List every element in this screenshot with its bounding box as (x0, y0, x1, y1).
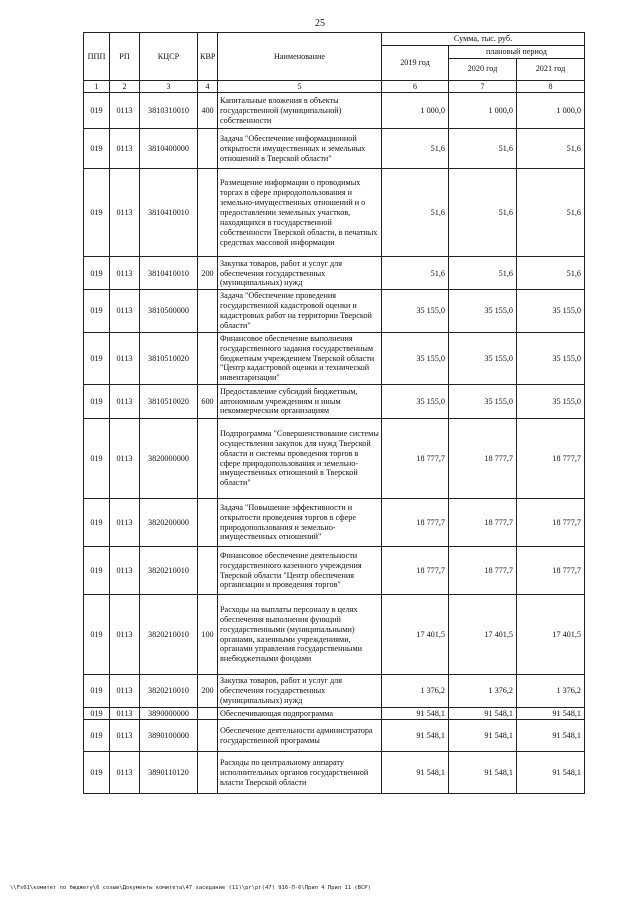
cell-kcsr: 3810510020 (140, 332, 198, 384)
col-number: 6 (382, 80, 449, 93)
cell-rp: 0113 (110, 595, 140, 675)
cell-v2021: 18 777,7 (517, 547, 585, 595)
cell-v2021: 91 548,1 (517, 752, 585, 794)
cell-ppp: 019 (84, 547, 110, 595)
cell-rp: 0113 (110, 169, 140, 257)
cell-v2019: 91 548,1 (382, 752, 449, 794)
cell-name: Обеспечивающая подпрограмма (218, 707, 382, 720)
cell-v2021: 91 548,1 (517, 707, 585, 720)
table-row (84, 290, 585, 332)
cell-v2019: 35 155,0 (382, 290, 449, 332)
col-number: 5 (218, 80, 382, 93)
cell-kvr (198, 290, 218, 332)
cell-ppp: 019 (84, 332, 110, 384)
cell-kcsr: 3820210010 (140, 547, 198, 595)
cell-v2020: 91 548,1 (449, 707, 517, 720)
table-row (84, 332, 585, 384)
header-sum: Сумма, тыс. руб. (382, 33, 585, 46)
cell-v2021: 91 548,1 (517, 720, 585, 752)
header-plan-period: плановый период (449, 46, 585, 59)
header-kvr: КВР (198, 33, 218, 81)
cell-v2021: 35 155,0 (517, 290, 585, 332)
cell-v2019: 51,6 (382, 169, 449, 257)
cell-v2020: 18 777,7 (449, 419, 517, 499)
cell-rp: 0113 (110, 129, 140, 169)
table-row (84, 169, 585, 257)
cell-v2021: 51,6 (517, 257, 585, 290)
cell-name: Размещение информации о проводимых торгах в сфере природопользования и земельно-имущественных отношений и о предоставлении земельных участков, находящихся в государственной собственности Тверской области, в печатных средствах массовой информации (218, 169, 382, 257)
cell-name: Капитальные вложения в объекты государственной (муниципальной) собственности (218, 93, 382, 129)
col-number: 3 (140, 80, 198, 93)
cell-v2020: 51,6 (449, 257, 517, 290)
cell-kvr: 200 (198, 257, 218, 290)
header-kcsr: КЦСР (140, 33, 198, 81)
cell-ppp: 019 (84, 257, 110, 290)
cell-v2019: 91 548,1 (382, 707, 449, 720)
cell-v2019: 1 000,0 (382, 93, 449, 129)
cell-v2019: 18 777,7 (382, 499, 449, 547)
cell-v2020: 35 155,0 (449, 290, 517, 332)
cell-v2019: 18 777,7 (382, 419, 449, 499)
file-path-footer: \\Fs01\комитет по бюджету\6 созыв\Документы комитета\47 заседание (11)\рг\рг(47) 916-П-6\Прил 4 Прил 11 (ВСР) (10, 885, 371, 891)
header-rp: РП (110, 33, 140, 81)
col-number: 4 (198, 80, 218, 93)
cell-v2021: 1 000,0 (517, 93, 585, 129)
table-row (84, 499, 585, 547)
cell-name: Закупка товаров, работ и услуг для обеспечения государственных (муниципальных) нужд (218, 675, 382, 708)
cell-v2019: 35 155,0 (382, 332, 449, 384)
cell-kcsr: 3820000000 (140, 419, 198, 499)
col-number: 2 (110, 80, 140, 93)
cell-kcsr: 3810500000 (140, 290, 198, 332)
page-number: 25 (315, 18, 325, 29)
cell-v2021: 18 777,7 (517, 499, 585, 547)
cell-kcsr: 3890110120 (140, 752, 198, 794)
cell-v2019: 18 777,7 (382, 547, 449, 595)
cell-name: Финансовое обеспечение выполнения государственного задания государственным бюджетным учреждением Тверской области "Центр кадастровой оценки и технической инвентаризации" (218, 332, 382, 384)
cell-name: Расходы на выплаты персоналу в целях обеспечения выполнения функций государственными (муниципальными) органами, казенными учреждениями, органами управления государственными внебюджетными фондами (218, 595, 382, 675)
cell-rp: 0113 (110, 547, 140, 595)
cell-v2020: 18 777,7 (449, 547, 517, 595)
cell-kvr: 200 (198, 675, 218, 708)
header-2019: 2019 год (382, 46, 449, 81)
cell-rp: 0113 (110, 257, 140, 290)
cell-v2021: 35 155,0 (517, 385, 585, 419)
cell-kcsr: 3890000000 (140, 707, 198, 720)
cell-ppp: 019 (84, 169, 110, 257)
cell-rp: 0113 (110, 752, 140, 794)
cell-v2019: 51,6 (382, 257, 449, 290)
cell-ppp: 019 (84, 720, 110, 752)
cell-kcsr: 3810410010 (140, 169, 198, 257)
cell-rp: 0113 (110, 499, 140, 547)
cell-kvr (198, 419, 218, 499)
table-row (84, 720, 585, 752)
cell-v2020: 1 000,0 (449, 93, 517, 129)
cell-kvr (198, 547, 218, 595)
table-row (84, 547, 585, 595)
cell-v2020: 91 548,1 (449, 752, 517, 794)
col-number: 7 (449, 80, 517, 93)
cell-ppp: 019 (84, 419, 110, 499)
cell-v2020: 91 548,1 (449, 720, 517, 752)
table-row (84, 595, 585, 675)
cell-ppp: 019 (84, 385, 110, 419)
cell-kvr: 100 (198, 595, 218, 675)
cell-kcsr: 3890100000 (140, 720, 198, 752)
table-row (84, 385, 585, 419)
cell-kcsr: 3810510020 (140, 385, 198, 419)
cell-kvr (198, 169, 218, 257)
cell-kvr (198, 707, 218, 720)
cell-ppp: 019 (84, 129, 110, 169)
cell-kcsr: 3820210010 (140, 595, 198, 675)
cell-v2021: 18 777,7 (517, 419, 585, 499)
cell-name: Обеспечение деятельности администратора государственной программы (218, 720, 382, 752)
cell-ppp: 019 (84, 595, 110, 675)
cell-v2019: 17 401,5 (382, 595, 449, 675)
cell-v2021: 35 155,0 (517, 332, 585, 384)
cell-rp: 0113 (110, 93, 140, 129)
cell-v2021: 51,6 (517, 129, 585, 169)
cell-v2020: 17 401,5 (449, 595, 517, 675)
cell-v2020: 35 155,0 (449, 332, 517, 384)
header-2020: 2020 год (449, 58, 517, 80)
col-number: 8 (517, 80, 585, 93)
cell-rp: 0113 (110, 385, 140, 419)
cell-name: Финансовое обеспечение деятельности государственного казенного учреждения Тверской области "Центр обеспечения организации и проведения торгов" (218, 547, 382, 595)
header-name: Наименование (218, 33, 382, 81)
cell-v2020: 1 376,2 (449, 675, 517, 708)
column-number-row (84, 80, 585, 93)
cell-v2019: 91 548,1 (382, 720, 449, 752)
cell-kvr (198, 499, 218, 547)
cell-kcsr: 3820200000 (140, 499, 198, 547)
cell-v2021: 51,6 (517, 169, 585, 257)
cell-name: Задача "Повышение эффективности и открытости проведения торгов в сфере природопользования и земельно-имущественных отношений" (218, 499, 382, 547)
cell-v2019: 1 376,2 (382, 675, 449, 708)
cell-rp: 0113 (110, 332, 140, 384)
cell-name: Задача "Обеспечение проведения государственной кадастровой оценки и кадастровых работ на территории Тверской области" (218, 290, 382, 332)
cell-v2019: 51,6 (382, 129, 449, 169)
cell-v2020: 18 777,7 (449, 499, 517, 547)
cell-rp: 0113 (110, 675, 140, 708)
cell-kcsr: 3810410010 (140, 257, 198, 290)
cell-name: Расходы по центральному аппарату исполнительных органов государственной власти Тверской области (218, 752, 382, 794)
budget-table (83, 32, 585, 794)
cell-rp: 0113 (110, 290, 140, 332)
cell-kcsr: 3820210010 (140, 675, 198, 708)
cell-v2020: 35 155,0 (449, 385, 517, 419)
table-row (84, 752, 585, 794)
cell-rp: 0113 (110, 720, 140, 752)
cell-kvr (198, 332, 218, 384)
cell-name: Задача "Обеспечение информационной открытости имущественных и земельных отношений в Тверской области" (218, 129, 382, 169)
cell-ppp: 019 (84, 707, 110, 720)
cell-rp: 0113 (110, 707, 140, 720)
cell-v2020: 51,6 (449, 169, 517, 257)
cell-kvr (198, 129, 218, 169)
cell-ppp: 019 (84, 499, 110, 547)
table-row (84, 675, 585, 708)
cell-kcsr: 3810310010 (140, 93, 198, 129)
cell-ppp: 019 (84, 675, 110, 708)
cell-kvr: 600 (198, 385, 218, 419)
header-ppp: ППП (84, 33, 110, 81)
table-row (84, 257, 585, 290)
cell-v2021: 17 401,5 (517, 595, 585, 675)
cell-ppp: 019 (84, 290, 110, 332)
cell-kvr: 400 (198, 93, 218, 129)
cell-kvr (198, 752, 218, 794)
cell-kcsr: 3810400000 (140, 129, 198, 169)
table-row (84, 419, 585, 499)
cell-ppp: 019 (84, 752, 110, 794)
cell-ppp: 019 (84, 93, 110, 129)
header-2021: 2021 год (517, 58, 585, 80)
table-row (84, 129, 585, 169)
cell-rp: 0113 (110, 419, 140, 499)
cell-v2019: 35 155,0 (382, 385, 449, 419)
cell-name: Подпрограмма "Совершенствование системы осуществления закупок для нужд Тверской области и системы проведения торгов в сфере природопользования и земельно-имущественных отношений в Тверской области" (218, 419, 382, 499)
table-row (84, 93, 585, 129)
cell-kvr (198, 720, 218, 752)
cell-v2020: 51,6 (449, 129, 517, 169)
col-number: 1 (84, 80, 110, 93)
table-body (84, 80, 585, 794)
cell-name: Закупка товаров, работ и услуг для обеспечения государственных (муниципальных) нужд (218, 257, 382, 290)
cell-v2021: 1 376,2 (517, 675, 585, 708)
table-row (84, 707, 585, 720)
cell-name: Предоставление субсидий бюджетным, автономным учреждениям и иным некоммерческим организациям (218, 385, 382, 419)
